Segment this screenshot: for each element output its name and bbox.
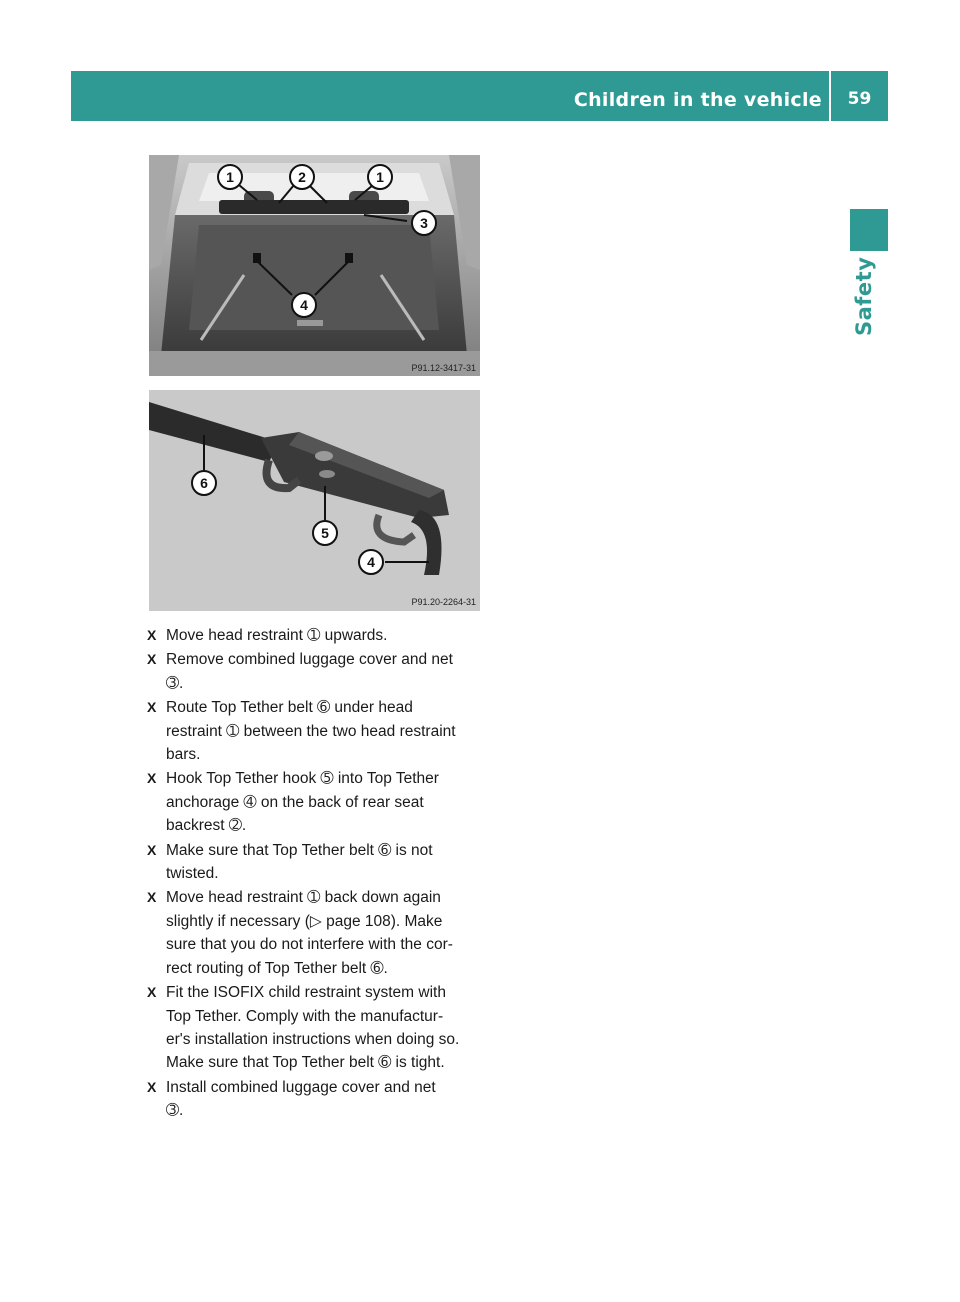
step-text: Fit the ISOFIX child restraint system with Top Tether. Comply with the manufactur- er's installation instructions when doing so. Make sure that Top Tether belt ➅ is tight.: [166, 984, 460, 1072]
step-item: [147, 624, 492, 647]
step-text: Route Top Tether belt ➅ under head restraint ➀ between the two head restraint bars.: [166, 699, 456, 764]
page-header: [71, 71, 888, 121]
step-item: [147, 767, 492, 837]
figure-luggage-compartment: [149, 155, 480, 376]
section-marker: [850, 209, 888, 251]
section-label: Safety: [852, 256, 876, 336]
callout-1-right-label: 1: [376, 169, 384, 185]
callout-6-label: 6: [200, 475, 208, 491]
step-item: [147, 839, 492, 886]
callout-2-label: 2: [298, 169, 306, 185]
figure-code: P91.20-2264-31: [411, 597, 476, 607]
callout-3-label: 3: [420, 215, 428, 231]
luggage-compartment-illustration: [149, 155, 480, 376]
callout-4-label: 4: [300, 297, 308, 313]
step-text: Make sure that Top Tether belt ➅ is not twisted.: [166, 841, 433, 883]
top-tether-hook-illustration: [149, 390, 480, 611]
callout-5-label: 5: [321, 525, 329, 541]
step-item: [147, 1076, 492, 1123]
callout-4-hook-label: 4: [367, 554, 375, 570]
step-item: [147, 648, 492, 695]
step-text: Remove combined luggage cover and net ➂.: [166, 651, 453, 692]
instruction-steps: [147, 624, 492, 1124]
step-text: Move head restraint ➀ back down again slightly if necessary (▷ page 108). Make sure that you do not interfere with the cor- rect routing of Top Tether belt ➅.: [166, 889, 453, 977]
step-item: [147, 886, 492, 980]
step-text: Move head restraint ➀ upwards.: [166, 627, 388, 644]
callout-1-left-label: 1: [226, 169, 234, 185]
step-item: [147, 696, 492, 766]
step-text: Install combined luggage cover and net ➂.: [166, 1078, 436, 1120]
chapter-title: Children in the vehicle: [573, 89, 822, 111]
figure-code: P91.12-3417-31: [411, 363, 476, 373]
page-number: 59: [847, 89, 872, 109]
figure-top-tether-hook: [149, 390, 480, 611]
step-item: [147, 981, 492, 1075]
step-text: Hook Top Tether hook ➄ into Top Tether anchorage ➃ on the back of rear seat backrest ➁.: [166, 770, 439, 835]
